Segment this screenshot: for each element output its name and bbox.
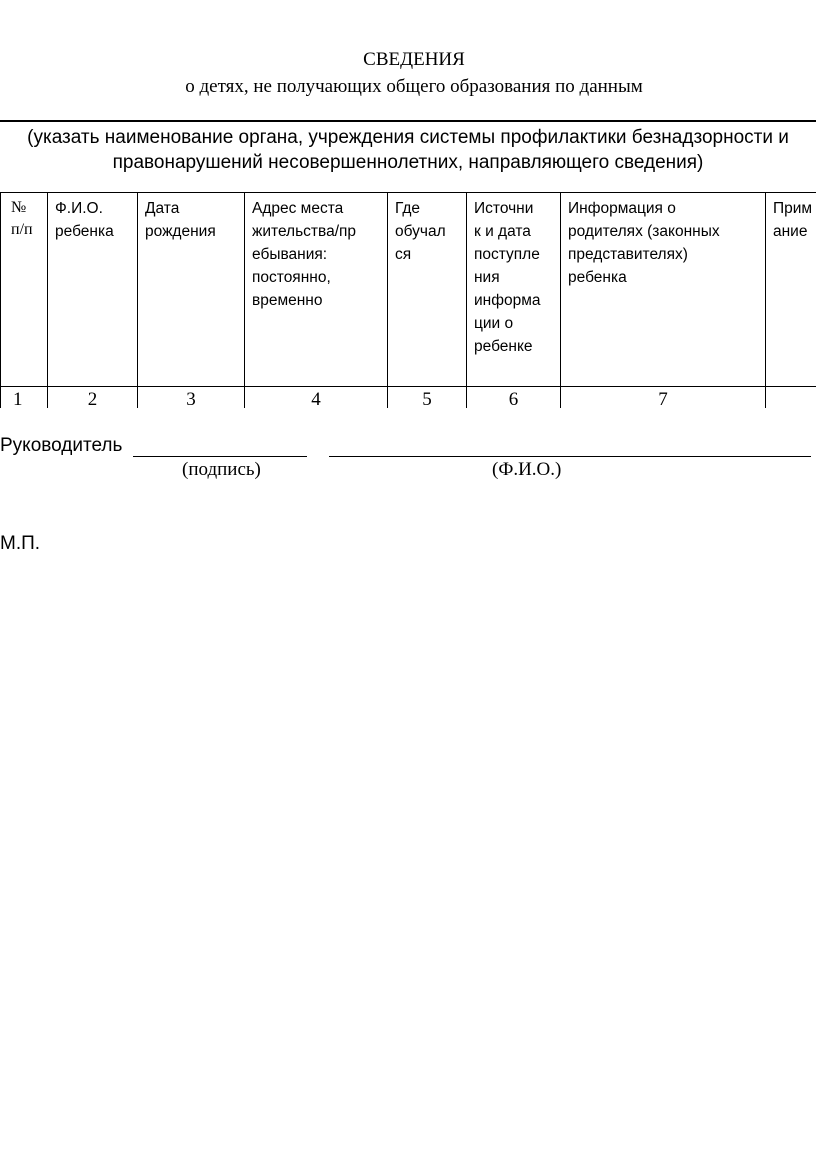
numbering-row	[1, 387, 816, 409]
header-cell-address: Адрес места жительства/пр ебывания: постоянно, временно	[245, 193, 388, 387]
organization-note-line1: (указать наименование органа, учреждения системы профилактики безнадзорности и	[27, 127, 789, 148]
header-cell-source: Источни к и дата поступле ния информа ции о ребенке	[467, 193, 561, 387]
number-cell: 7	[561, 387, 766, 409]
header-row	[1, 193, 816, 387]
document-subtitle: о детях, не получающих общего образования по данным	[185, 76, 643, 97]
header-cell-parents: Информация о родителях (законных представителях) ребенка	[561, 193, 766, 387]
children-table	[0, 192, 816, 408]
stamp-place-label: М.П.	[0, 533, 41, 554]
organization-fill-line	[0, 120, 816, 122]
header-cell-name: Ф.И.О. ребенка	[48, 193, 138, 387]
number-cell: 4	[245, 387, 388, 409]
header-cell-school: Где обучал ся	[388, 193, 467, 387]
children-table-wrapper	[0, 192, 816, 408]
number-cell: 1	[1, 387, 48, 409]
number-cell	[766, 387, 816, 409]
name-line	[329, 456, 811, 457]
signature-caption: (подпись)	[182, 459, 261, 480]
number-cell: 3	[138, 387, 245, 409]
signature-label: Руководитель	[0, 435, 123, 456]
name-caption: (Ф.И.О.)	[492, 459, 562, 480]
header-cell-birthdate: Дата рождения	[138, 193, 245, 387]
number-cell: 5	[388, 387, 467, 409]
header-cell-number: № п/п	[1, 193, 48, 387]
document-title: СВЕДЕНИЯ	[363, 49, 465, 70]
number-cell: 2	[48, 387, 138, 409]
organization-note-line2: правонарушений несовершеннолетних, направляющего сведения)	[112, 152, 704, 173]
signature-line	[133, 456, 307, 457]
header-cell-remarks: Прим ание	[766, 193, 816, 387]
number-cell: 6	[467, 387, 561, 409]
